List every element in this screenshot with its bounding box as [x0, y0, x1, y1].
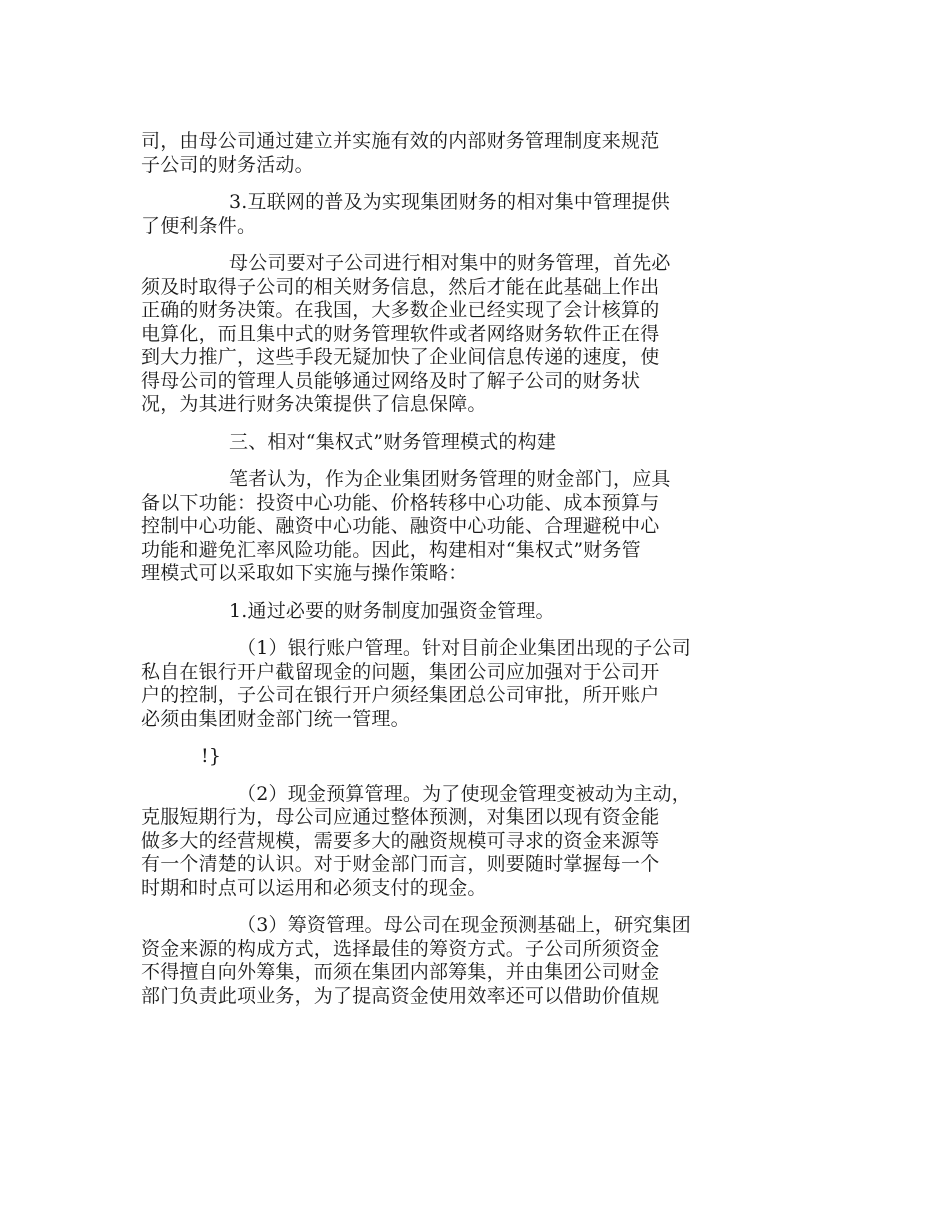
subheading-internet: 3.互联网的普及为实现集团财务的相对集中管理提供 了便利条件。: [141, 191, 670, 237]
paragraph-bank-accounts: （1）银行账户管理。针对目前企业集团出现的子公司 私自在银行开户截留现金的问题，集团公司应加强对于公司开 户的控制，子公司在银行开户须经集团总公司审批，所开账户 必须由集团财金部门统一管理。: [141, 637, 691, 730]
paragraph-continuation: 司，由母公司通过建立并实施有效的内部财务管理制度来规范 子公司的财务活动。: [141, 130, 660, 176]
document-page: [141, 130, 751, 1022]
paragraph-cash-budget: （2）现金预算管理。为了使现金管理变被动为主动， 克服短期行为，母公司应通过整体预测，对集团以现有资金能 做多大的经营规模，需要多大的融资规模可寻求的资金来源等 有一个清楚的认识。对于财金部门而言，则要随时掌握每一个 时期和时点可以运用和必须支付的现金。: [141, 782, 691, 899]
paragraph-financing: （3）筹资管理。母公司在现金预测基础上，研究集团 资金来源的构成方式，选择最佳的筹资方式。子公司所须资金 不得擅自向外筹集，而须在集团内部筹集，并由集团公司财金 部门负责此项业务，为了提高资金使用效率还可以借助价值规: [141, 914, 691, 1007]
stray-characters: !}: [201, 745, 222, 767]
paragraph-financial-info: 母公司要对子公司进行相对集中的财务管理，首先必 须及时取得子公司的相关财务信息，然后才能在此基础上作出 正确的财务决策。在我国，大多数企业已经实现了会计核算的 电算化，而且集中式的财务管理软件或者网络财务软件正在得 到大力推广，这些手段无疑加快了企业间信息传递的速度，使 得母公司的管理人员能够通过网络及时了解子公司的财务状 况，为其进行财务决策提供了信息保障。: [141, 252, 671, 415]
section-heading-centralized-model: 三、相对“集权式”财务管理模式的构建: [229, 430, 557, 453]
paragraph-functions: 笔者认为，作为企业集团财务管理的财金部门，应具 备以下功能：投资中心功能、价格转移中心功能、成本预算与 控制中心功能、融资中心功能、融资中心功能、合理避税中心 功能和避免汇率风险功能。因此，构建相对“集权式”财务管 理模式可以采取如下实施与操作策略：: [141, 468, 671, 584]
subheading-fund-management: 1.通过必要的财务制度加强资金管理。: [229, 599, 555, 622]
